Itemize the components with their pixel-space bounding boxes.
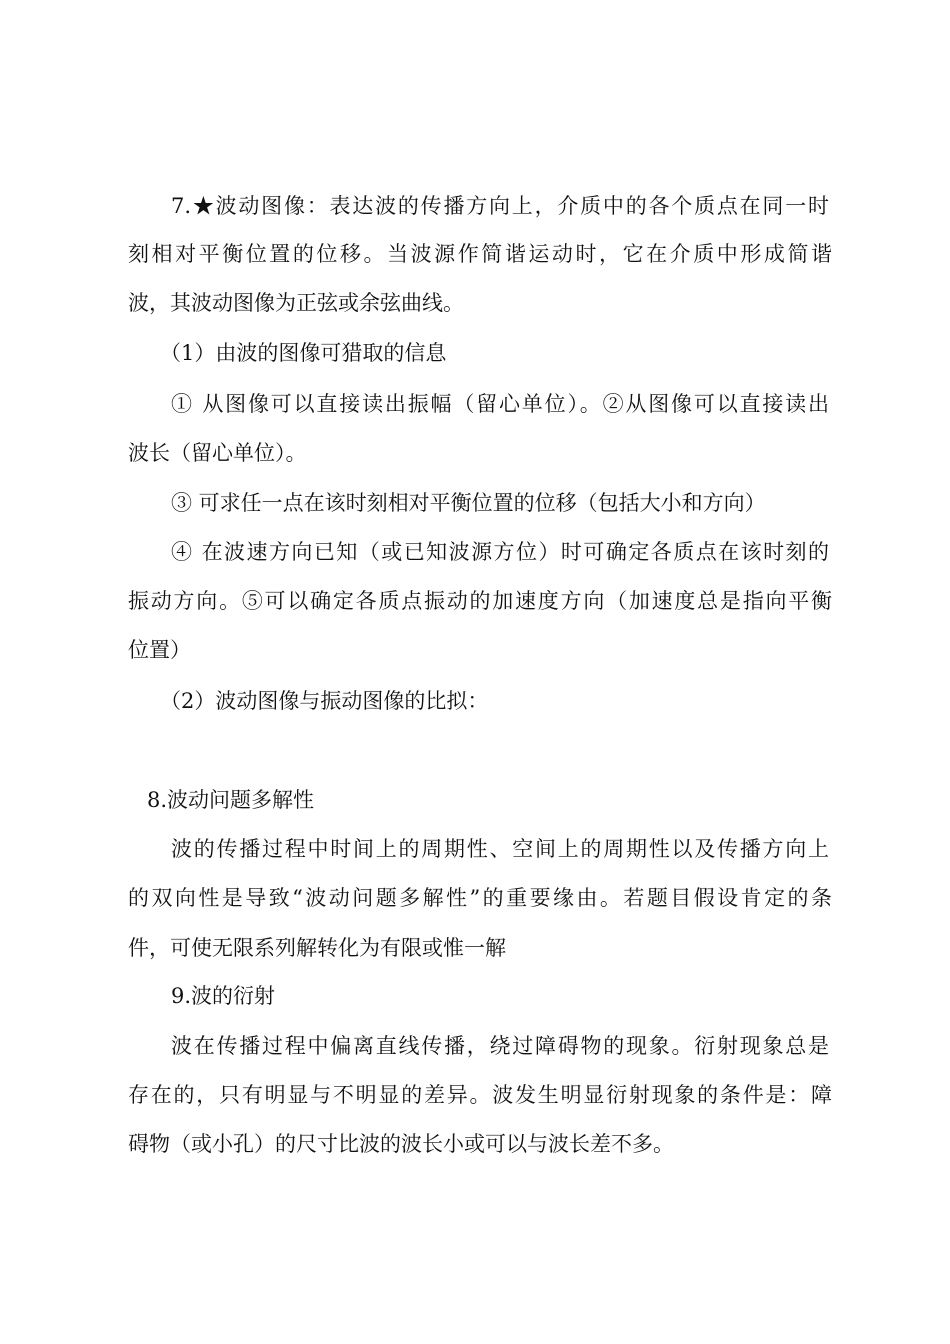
section9-para-line1: 波在传播过程中偏离直线传播，绕过障碍物的现象。衍射现象总是	[171, 1034, 829, 1058]
section7-item12-line1: ① 从图像可以直接读出振幅（留心单位）。②从图像可以直接读出	[171, 392, 829, 416]
section7-item45-line3: 位置）	[128, 638, 191, 662]
section7-item3: ③ 可求任一点在该时刻相对平衡位置的位移（包括大小和方向）	[171, 491, 766, 515]
section7-item12-line2: 波长（留心单位）。	[128, 441, 307, 465]
section7-item45-line2: 振动方向。⑤可以确定各质点振动的加速度方向（加速度总是指向平衡	[128, 589, 832, 613]
section8-para-line2: 的双向性是导致“波动问题多解性”的重要缘由。若题目假设肯定的条	[128, 886, 832, 910]
section9-para-line2: 存在的，只有明显与不明显的差异。波发生明显衍射现象的条件是：障	[128, 1083, 832, 1107]
section7-item45-line1: ④ 在波速方向已知（或已知波源方位）时可确定各质点在该时刻的	[171, 540, 829, 564]
section7-subheading-1: （1）由波的图像可猎取的信息	[160, 341, 447, 365]
section7-subheading-2: （2）波动图像与振动图像的比拟：	[160, 689, 489, 713]
section8-heading: 8.波动问题多解性	[147, 788, 315, 812]
section8-para-line1: 波的传播过程中时间上的周期性、空间上的周期性以及传播方向上	[171, 837, 829, 861]
section9-heading: 9.波的衍射	[171, 984, 276, 1008]
section8-para-line3: 件，可使无限系列解转化为有限或惟一解	[128, 936, 506, 960]
section9-para-line3: 碍物（或小孔）的尺寸比波的波长小或可以与波长差不多。	[128, 1132, 674, 1156]
section7-line3: 波，其波动图像为正弦或余弦曲线。	[128, 291, 464, 315]
section7-line2: 刻相对平衡位置的位移。当波源作简谐运动时，它在介质中形成简谐	[128, 242, 832, 266]
section7-line1: 7.★波动图像：表达波的传播方向上，介质中的各个质点在同一时	[171, 194, 829, 218]
